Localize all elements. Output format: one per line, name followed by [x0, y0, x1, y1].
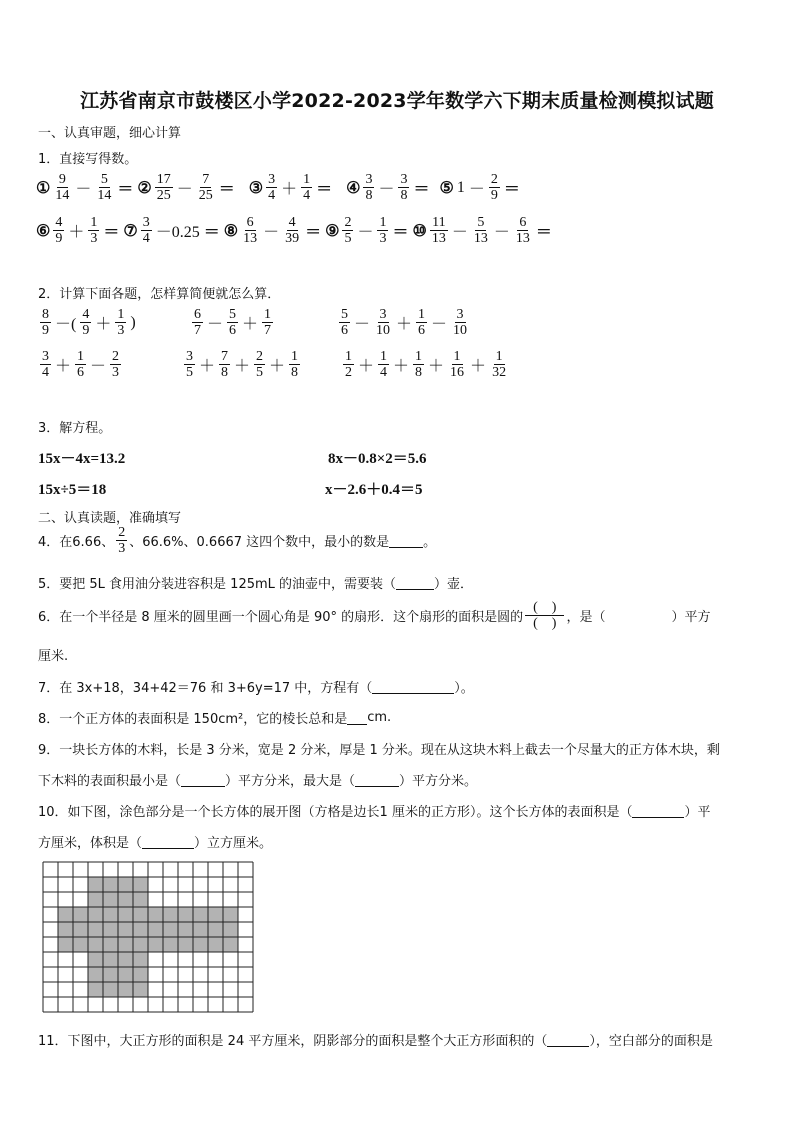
fraction: $\frac{9}{14}$: [55, 172, 70, 203]
q11-text: 11．下图中，大正方形的面积是 24 平方厘米，阴影部分的面积是整个大正方形面积的（: [38, 1034, 548, 1049]
q11-end: ），空白部分的面积是: [589, 1034, 713, 1049]
fraction: $\frac{2}{9}$: [490, 172, 498, 203]
question-11: [38, 1030, 713, 1049]
question-6: [38, 600, 710, 631]
shaded-cell: [178, 907, 193, 922]
q10-text: 10．如下图，涂色部分是一个长方体的展开图（方格是边长1 厘米的正方形）。这个长方体的表面积是（: [38, 805, 633, 820]
fraction: $\frac{1}{4}$: [303, 172, 311, 203]
q2-expr-4: $\frac{3}{4}$ ＋ $\frac{1}{6}$ － $\frac{2}{3}$: [42, 349, 120, 380]
q9-line-1: 9．一块长方体的木料，长是 3 分米，宽是 2 分米，厚是 1 分米。现在从这块木料上截去一个尽量大的正方体木块，剩: [38, 743, 720, 758]
shaded-cell: [223, 922, 238, 937]
q2-expr-1: $\frac{8}{9}$ －( $\frac{4}{9}$ ＋ $\frac{1}{3}$ ): [42, 307, 136, 338]
equals-sign: ＝: [305, 222, 322, 241]
fraction: $\frac{5}{14}$: [97, 172, 112, 203]
item-10-number: ⑩: [412, 221, 427, 240]
shaded-cell: [73, 937, 88, 952]
q6-continuation: 厘米.: [38, 649, 69, 664]
equals-sign: ＝: [218, 179, 235, 198]
shaded-cell: [148, 907, 163, 922]
shaded-cell: [58, 922, 73, 937]
shaded-cell: [103, 877, 118, 892]
fraction-blank[interactable]: $\frac{( )}{( )}$: [525, 600, 564, 631]
q1-row-1: [36, 172, 524, 203]
shaded-cell: [88, 907, 103, 922]
q10-answer-blank-1[interactable]: [632, 803, 684, 818]
shaded-cell: [133, 967, 148, 982]
shaded-cell: [73, 922, 88, 937]
question-7: [38, 677, 474, 696]
q9-line-2: [38, 770, 477, 789]
q1-label: 1．直接写得数。: [38, 152, 138, 167]
item-4-number: ④: [346, 178, 361, 197]
fraction: $\frac{3}{8}$: [365, 172, 373, 203]
shaded-cell: [88, 937, 103, 952]
q3-equation-1: 15x－4x=13.2: [38, 451, 126, 467]
q7-answer-blank[interactable]: [372, 679, 454, 694]
q4-end: 。: [423, 535, 437, 550]
shaded-cell: [88, 877, 103, 892]
item-3-number: ③: [248, 178, 264, 197]
shaded-cell: [223, 907, 238, 922]
question-4: [38, 525, 436, 556]
q11-answer-blank[interactable]: [547, 1032, 589, 1047]
question-8: [38, 708, 391, 727]
q5-answer-blank[interactable]: [396, 575, 434, 590]
shaded-cell: [103, 937, 118, 952]
q3-equation-3: 15x÷5＝18: [38, 482, 107, 498]
operator: －: [378, 181, 395, 198]
q10-text-3: 方厘米，体积是（: [38, 836, 143, 851]
q10-text-2: ）平: [684, 805, 711, 820]
shaded-cell: [178, 922, 193, 937]
q5-text: 5．要把 5L 食用油分装进容积是 125mL 的油壶中，需要装（: [38, 577, 397, 592]
item-5-number: ⑤: [439, 178, 454, 197]
q10-answer-blank-2[interactable]: [142, 834, 194, 849]
q1-row-2: ⑥ $\frac{4}{9}$ ＋ $\frac{1}{3}$ ＝ ⑦ $\frac{3}{4}$ －0.25 ＝ ⑧ $\frac{6}{13}$ － $\frac{4}{39}$ ＝ ⑨ $\frac{2}{5}$ － $\frac{1}{3}$ ＝ ⑩ $\frac{11}{13}$ － $\frac{5}{13}$ － $\frac{6}{13}$ ＝: [36, 215, 552, 246]
shaded-cell: [133, 952, 148, 967]
equals-sign: ＝: [392, 222, 409, 241]
shaded-cell: [208, 907, 223, 922]
operator: －: [468, 181, 485, 198]
shaded-cell: [103, 952, 118, 967]
q2-label: 2．计算下面各题，怎样算简便就怎么算．: [38, 287, 281, 302]
q4-text-2: 、66.6%、0.6667 这四个数中，最小的数是: [129, 535, 390, 550]
q10-line-2: [38, 832, 272, 851]
item-6-number: ⑥: [36, 221, 51, 240]
equals-sign: ＝: [413, 179, 430, 198]
q8-answer-blank[interactable]: [347, 710, 367, 725]
shaded-cell: [118, 967, 133, 982]
question-5: [38, 573, 473, 592]
fraction: $\frac{2}{3}$: [118, 525, 126, 556]
q9-text-2: ）平方分米，最大是（: [225, 774, 356, 789]
shaded-cell: [88, 922, 103, 937]
section-2-heading: 二、认真读题，准确填写: [38, 511, 182, 526]
q2-expr-2: $\frac{6}{7}$ － $\frac{5}{6}$ ＋ $\frac{1}{7}$: [194, 307, 272, 338]
equals-sign: ＝: [535, 222, 552, 241]
q5-end: ）壶．: [434, 577, 474, 592]
equals-sign: ＝: [203, 222, 220, 241]
shaded-cell: [58, 907, 73, 922]
shaded-cell: [118, 937, 133, 952]
shaded-cell: [133, 907, 148, 922]
q6-text: 6．在一个半径是 8 厘米的圆里画一个圆心角是 90° 的扇形．这个扇形的面积是圆的: [38, 610, 524, 625]
q8-text: 8．一个正方体的表面积是 150cm²，它的棱长总和是: [38, 712, 348, 727]
item-8-number: ⑧: [223, 221, 239, 240]
q4-text: 4．在6.66、: [38, 535, 115, 550]
q3-equation-4: x－2.6＋0.4＝5: [325, 482, 423, 498]
q9-text-3: ）平方分米。: [399, 774, 478, 789]
shaded-cell: [178, 937, 193, 952]
q3-equation-2: 8x－0.8×2＝5.6: [328, 451, 427, 467]
shaded-cell: [118, 877, 133, 892]
shaded-cell: [133, 982, 148, 997]
shaded-cell: [148, 922, 163, 937]
section-1-heading: 一、认真审题，细心计算: [38, 126, 182, 141]
equals-sign: ＝: [103, 222, 120, 241]
operator: ＋: [281, 181, 298, 198]
whole-number: 1: [456, 178, 465, 196]
operator: －: [75, 181, 92, 198]
q7-text: 7．在 3x+18，34+42＝76 和 3+6y=17 中，方程有（: [38, 681, 373, 696]
shaded-cell: [103, 892, 118, 907]
operator: －: [176, 181, 193, 198]
net-grid-figure: [42, 861, 254, 1018]
fraction: $\frac{3}{4}$: [268, 172, 276, 203]
q9-answer-blank-1[interactable]: [181, 772, 225, 787]
page-title: 江苏省南京市鼓楼区小学2022-2023学年数学六下期末质量检测模拟试题: [80, 90, 714, 112]
q6-text-2: ，是（: [566, 610, 606, 625]
q9-text: 下木料的表面积最小是（: [38, 774, 182, 789]
equals-sign: ＝: [316, 179, 333, 198]
item-7-number: ⑦: [123, 221, 138, 240]
fraction: $\frac{3}{8}$: [400, 172, 408, 203]
shaded-cell: [88, 967, 103, 982]
shaded-cell: [58, 937, 73, 952]
shaded-cell: [88, 892, 103, 907]
q2-expr-3: $\frac{5}{6}$ － $\frac{3}{10}$ ＋ $\frac{1}{6}$ － $\frac{3}{10}$: [341, 307, 468, 338]
shaded-cell: [208, 937, 223, 952]
q3-label: 3．解方程。: [38, 421, 112, 436]
shaded-cell: [133, 892, 148, 907]
shaded-cell: [103, 907, 118, 922]
equals-sign: ＝: [503, 179, 520, 198]
shaded-cell: [163, 922, 178, 937]
operand: －0.25: [155, 224, 200, 241]
shaded-cell: [193, 937, 208, 952]
grid-svg: [42, 861, 254, 1014]
q4-answer-blank[interactable]: [389, 533, 423, 548]
q10-line-1: [38, 801, 710, 820]
item-2-number: ②: [137, 178, 152, 197]
shaded-cell: [103, 922, 118, 937]
shaded-cell: [103, 967, 118, 982]
shaded-cell: [193, 922, 208, 937]
q6-end: ）平方: [671, 610, 711, 625]
fraction: $\frac{17}{25}$: [156, 172, 171, 203]
shaded-cell: [163, 907, 178, 922]
shaded-cell: [73, 907, 88, 922]
shaded-cell: [133, 877, 148, 892]
shaded-cell: [148, 937, 163, 952]
q2-expr-6: $\frac{1}{2}$ ＋ $\frac{1}{4}$ ＋ $\frac{1}{8}$ ＋ $\frac{1}{16}$ ＋ $\frac{1}{32}$: [345, 349, 507, 380]
q8-end: cm.: [367, 710, 392, 725]
shaded-cell: [133, 937, 148, 952]
shaded-cell: [118, 892, 133, 907]
q7-end: ）。: [454, 681, 474, 696]
shaded-cell: [133, 922, 148, 937]
q10-text-4: ）立方厘米。: [194, 836, 273, 851]
shaded-cell: [103, 982, 118, 997]
item-1-number: ①: [36, 178, 51, 197]
shaded-cell: [208, 922, 223, 937]
shaded-cell: [193, 907, 208, 922]
shaded-cell: [118, 907, 133, 922]
shaded-cell: [88, 982, 103, 997]
shaded-cell: [118, 952, 133, 967]
shaded-cell: [88, 952, 103, 967]
shaded-cell: [118, 922, 133, 937]
shaded-cell: [118, 982, 133, 997]
shaded-cell: [223, 937, 238, 952]
equals-sign: ＝: [117, 179, 134, 198]
q2-expr-5: $\frac{3}{5}$ ＋ $\frac{7}{8}$ ＋ $\frac{2}{5}$ ＋ $\frac{1}{8}$: [186, 349, 299, 380]
item-9-number: ⑨: [325, 221, 340, 240]
shaded-cell: [163, 937, 178, 952]
q9-answer-blank-2[interactable]: [355, 772, 399, 787]
fraction: $\frac{7}{25}$: [198, 172, 213, 203]
